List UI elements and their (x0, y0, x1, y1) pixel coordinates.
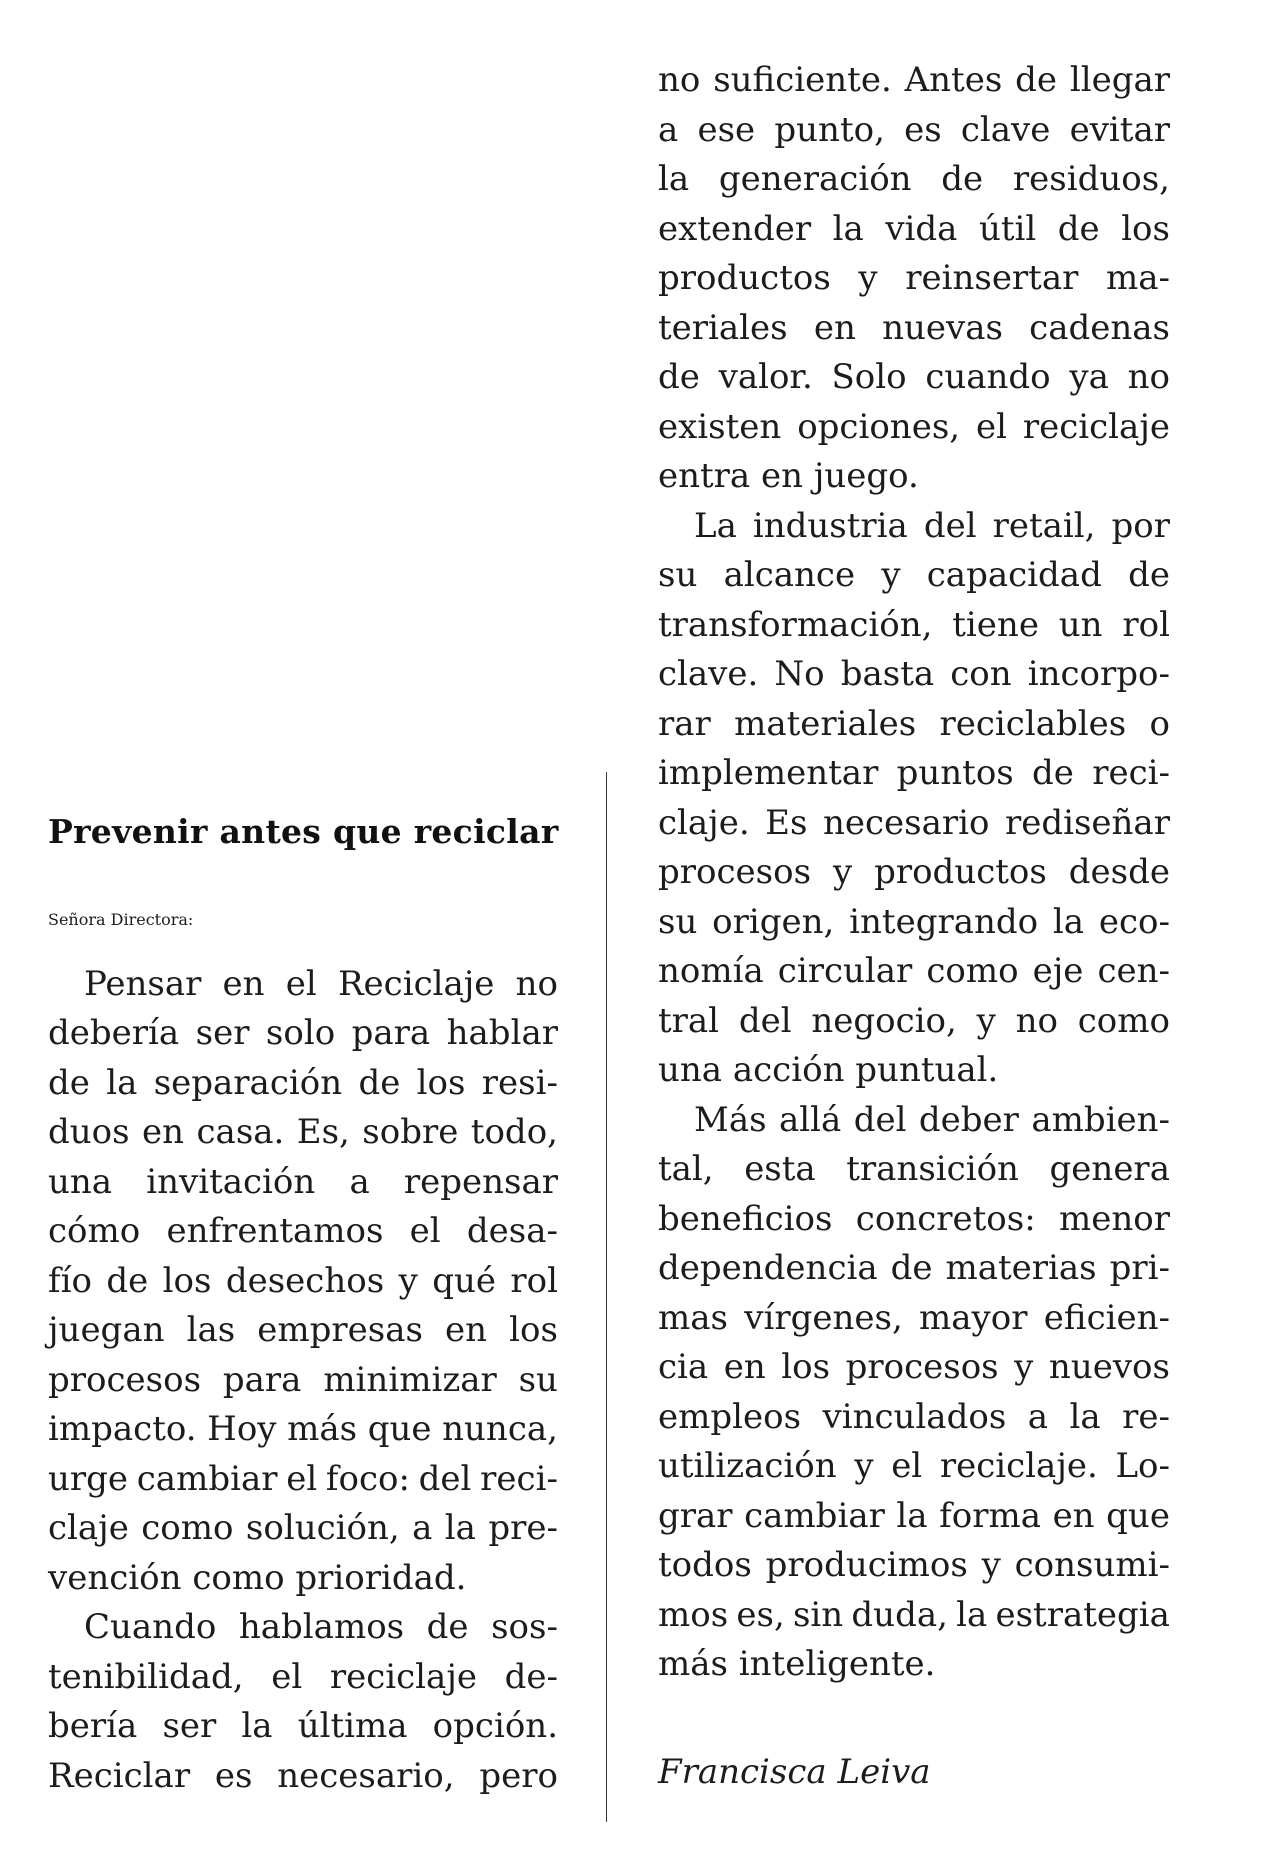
word: procesos (658, 852, 812, 892)
word: y (1014, 1347, 1034, 1387)
right-column (658, 56, 1170, 1690)
word: sos- (491, 1607, 558, 1647)
text-line (658, 551, 1170, 601)
word: productos (658, 258, 831, 298)
word: las (186, 1310, 236, 1350)
word: resi- (481, 1062, 558, 1103)
word: retail, (992, 505, 1096, 546)
word: empleos (658, 1396, 802, 1437)
word: valor. (718, 357, 813, 397)
word: de (106, 1260, 149, 1301)
word: industria (752, 505, 908, 546)
word: transición (846, 1149, 1019, 1189)
text-line (658, 799, 1170, 849)
word: tenibilidad, (48, 1656, 244, 1697)
word: producimos (765, 1545, 968, 1585)
word: necesario, (277, 1755, 455, 1796)
signature: Francisca Leiva (658, 1752, 931, 1792)
word: su (658, 901, 698, 942)
word: de (1128, 555, 1170, 595)
word: beneficios (658, 1198, 833, 1239)
word: y (854, 1446, 874, 1486)
word: y (976, 1000, 996, 1041)
word: mayor (919, 1297, 1028, 1338)
word: esta (744, 1149, 816, 1189)
word: y (981, 1545, 1001, 1585)
text-line (658, 1195, 1170, 1245)
text-line: una acción puntual. (658, 1050, 999, 1090)
word: casa. (196, 1112, 285, 1152)
word: cómo (48, 1211, 141, 1251)
word: llegar (1069, 60, 1170, 100)
word: la (444, 1508, 476, 1548)
word: ma- (1105, 258, 1170, 298)
word: cadenas (1029, 307, 1170, 348)
word: forma (939, 1495, 1041, 1536)
word: Es (765, 802, 808, 843)
word: repensar (403, 1161, 558, 1202)
word: todo, (470, 1112, 558, 1152)
word: todos (658, 1545, 752, 1585)
word: como (141, 1508, 234, 1548)
word: evitar (1069, 109, 1170, 150)
word: utilización (658, 1446, 837, 1486)
text-line (658, 749, 1170, 799)
word: el (285, 963, 317, 1004)
text-line (658, 1145, 1170, 1195)
word: Reciclar (48, 1755, 191, 1796)
word: duda, (851, 1594, 948, 1635)
word: solución, (245, 1508, 400, 1548)
word: tiene (952, 604, 1039, 645)
word: Reciclaje (337, 963, 495, 1004)
word: origen, (712, 901, 835, 942)
word: foco: (325, 1458, 410, 1499)
word: materias (945, 1248, 1097, 1288)
word: en (1052, 1495, 1095, 1536)
word: a (658, 109, 679, 150)
word: hablamos (238, 1607, 405, 1647)
text-line (658, 997, 1170, 1047)
word: la (1069, 1396, 1101, 1437)
word: integrando (849, 901, 1039, 942)
word: más (287, 1409, 358, 1449)
word: el (409, 1211, 441, 1251)
word: claje. (658, 802, 750, 843)
text-line (658, 205, 1170, 255)
text-line (658, 254, 1170, 304)
text-line (48, 1257, 558, 1307)
text-line (658, 898, 1170, 948)
word: rar (658, 703, 711, 744)
word: tal, (658, 1149, 714, 1189)
word: es (904, 109, 942, 150)
text-line (48, 1306, 558, 1356)
word: implementar (658, 753, 879, 793)
text-line (658, 155, 1170, 205)
word: Antes (904, 60, 1003, 100)
text-line (658, 1591, 1170, 1641)
word: desa- (466, 1211, 558, 1251)
text-line (658, 700, 1170, 750)
word: ser (195, 1013, 250, 1053)
text-line (48, 1702, 558, 1752)
text-line (48, 1653, 558, 1703)
word: generación (718, 159, 912, 199)
word: basta (840, 654, 935, 694)
letter-headline: Prevenir antes que reciclar (48, 812, 559, 851)
text-line (658, 650, 1170, 700)
word: los (781, 1347, 831, 1387)
word: no (515, 963, 558, 1004)
text-line (658, 1096, 1170, 1146)
word: La (694, 505, 737, 546)
word: vida (885, 208, 958, 249)
word: punto, (774, 109, 885, 150)
word: reinsertar (905, 258, 1079, 298)
word: de (658, 357, 700, 397)
word: para (351, 1013, 431, 1053)
word: a (1027, 1396, 1049, 1437)
word: del (738, 1000, 792, 1041)
word: No (774, 654, 825, 694)
word: para (222, 1359, 302, 1400)
word: como (1077, 1000, 1170, 1041)
text-line (658, 601, 1170, 651)
word: un (1058, 604, 1103, 645)
word: necesario (822, 802, 990, 843)
word: vírgenes, (744, 1297, 903, 1338)
word: a (349, 1161, 370, 1202)
text-line (658, 56, 1170, 106)
text-line (48, 1009, 558, 1059)
word: reciclaje (329, 1656, 477, 1697)
word: Más (694, 1099, 767, 1140)
word: en (445, 1310, 488, 1350)
word: en (222, 963, 265, 1004)
word: negocio, (811, 1000, 957, 1041)
word: mos (658, 1594, 729, 1635)
word: debería (48, 1013, 180, 1053)
word: la (658, 159, 690, 199)
word: enfrentamos (166, 1211, 384, 1251)
word: cambiar (744, 1495, 885, 1536)
text-line (48, 1059, 558, 1109)
word: sobre (362, 1112, 459, 1152)
word: cen- (1097, 951, 1170, 991)
word: ambien- (1031, 1099, 1170, 1140)
text-line (48, 1405, 558, 1455)
word: de (358, 1062, 401, 1103)
word: existen (658, 406, 782, 447)
word: impacto. (48, 1409, 197, 1449)
word: separación (153, 1062, 343, 1103)
word: clave. (658, 654, 759, 694)
word: y (858, 258, 878, 298)
word: de (48, 1062, 90, 1103)
word: del (923, 505, 977, 546)
word: ya (1069, 357, 1109, 397)
word: alcance (723, 555, 856, 595)
word: el (286, 1458, 318, 1499)
word: no (658, 60, 701, 100)
word: estrategia (995, 1594, 1170, 1635)
word: capacidad (926, 555, 1102, 595)
word: la (241, 1706, 273, 1746)
word: duos (48, 1112, 130, 1152)
word: con (950, 654, 1012, 694)
word: reciclables (939, 703, 1127, 744)
word: es (214, 1755, 253, 1796)
word: re- (1122, 1396, 1170, 1437)
text-line (658, 353, 1170, 403)
word: cambiar (136, 1458, 278, 1499)
word: vinculados (822, 1396, 1007, 1437)
word: cia (658, 1347, 709, 1387)
word: una (48, 1161, 113, 1202)
text-line (658, 1442, 1170, 1492)
text-line (48, 1504, 558, 1554)
word: reci- (480, 1458, 558, 1499)
word: útil (978, 208, 1037, 249)
word: procesos (845, 1347, 999, 1387)
word: Cuando (84, 1607, 217, 1647)
word: residuos, (1012, 159, 1170, 199)
text-line (658, 403, 1170, 453)
word: de (426, 1607, 469, 1647)
text-line (48, 1455, 558, 1505)
text-line (48, 1752, 558, 1802)
word: transformación, (658, 604, 933, 645)
word: extender (658, 208, 812, 249)
word: Hoy (207, 1409, 277, 1449)
right-column-body (658, 56, 1170, 1690)
word: dependencia (658, 1248, 878, 1288)
word: hablar (446, 1013, 558, 1053)
word: del (418, 1458, 472, 1499)
column-divider (606, 772, 607, 1822)
word: solo (265, 1013, 336, 1053)
word: es, (736, 1594, 785, 1635)
word: juegan (48, 1310, 165, 1350)
word: empresas (257, 1310, 423, 1350)
word: por (1111, 505, 1170, 546)
word: incorpo- (1027, 654, 1170, 694)
text-line (658, 1294, 1170, 1344)
text-line (658, 947, 1170, 997)
word: menor (1059, 1198, 1170, 1239)
word: Es, (296, 1112, 350, 1152)
word: que (367, 1409, 432, 1449)
text-line (658, 1343, 1170, 1393)
word: que (1106, 1495, 1170, 1536)
text-line: vención como prioridad. (48, 1557, 467, 1598)
word: Pensar (84, 963, 202, 1004)
word: materiales (734, 703, 917, 744)
text-line (658, 848, 1170, 898)
text-line (658, 502, 1170, 552)
word: nuevas (882, 307, 1003, 348)
word: en (723, 1347, 766, 1387)
word: clave (960, 109, 1051, 150)
word: rol (1122, 604, 1170, 645)
word: de- (504, 1656, 558, 1697)
word: opciones, (797, 406, 961, 447)
word: la (832, 208, 864, 249)
word: o (1149, 703, 1170, 744)
word: rediseñar (1004, 802, 1170, 843)
word: fío (48, 1260, 92, 1301)
word: la (1052, 901, 1085, 942)
word: grar (658, 1495, 733, 1536)
word: el (975, 406, 1007, 447)
word: desde (1068, 852, 1170, 892)
text-line: entra en juego. (658, 456, 919, 496)
word: cuando (925, 357, 1051, 397)
word: pri- (1109, 1248, 1170, 1288)
word: ese (697, 109, 756, 150)
word: opción. (432, 1706, 558, 1746)
word: nunca, (442, 1409, 558, 1449)
word: ser (162, 1706, 217, 1746)
word: de (1015, 60, 1057, 100)
word: suficiente. (713, 60, 892, 100)
word: deber (918, 1099, 1019, 1140)
word: procesos (48, 1359, 202, 1400)
word: en (142, 1112, 185, 1152)
text-line: más inteligente. (658, 1644, 936, 1684)
text-line (48, 960, 558, 1010)
word: minimizar (323, 1359, 497, 1400)
word: teriales (658, 307, 788, 348)
word: sin (792, 1594, 844, 1635)
word: la (956, 1594, 988, 1635)
text-line (48, 1158, 558, 1208)
word: qué (432, 1260, 496, 1301)
word: nuevos (1048, 1347, 1170, 1387)
word: los (1121, 208, 1170, 249)
word: pre- (488, 1508, 558, 1548)
word: de (1057, 208, 1100, 249)
word: urge (48, 1458, 129, 1499)
word: nomía (658, 951, 764, 991)
word: consumi- (1014, 1545, 1170, 1585)
word: la (106, 1062, 138, 1103)
word: y (832, 852, 853, 892)
word: su (658, 555, 698, 595)
word: de (890, 1248, 933, 1288)
word: su (518, 1359, 558, 1400)
word: eficien- (1043, 1297, 1170, 1338)
word: circular (777, 951, 913, 991)
word: última (297, 1706, 408, 1746)
word: el (271, 1656, 303, 1697)
word: los (416, 1062, 466, 1103)
word: genera (1049, 1149, 1170, 1189)
word: eje (1032, 951, 1084, 991)
word: en (813, 307, 856, 348)
word: allá (778, 1099, 842, 1140)
text-line (658, 1393, 1170, 1443)
word: rol (510, 1260, 558, 1301)
word: Lo- (1115, 1446, 1170, 1486)
word: de (941, 159, 984, 199)
word: concretos: (855, 1198, 1036, 1239)
text-line (658, 106, 1170, 156)
word: desechos (225, 1260, 385, 1301)
text-line (48, 1207, 558, 1257)
text-line (658, 1492, 1170, 1542)
word: productos (874, 852, 1047, 892)
text-line (658, 1541, 1170, 1591)
salutation: Señora Directora: (48, 910, 194, 929)
word: invitación (146, 1161, 316, 1202)
word: bería (48, 1706, 138, 1746)
word: no (1127, 357, 1170, 397)
word: no (1015, 1000, 1058, 1041)
word: los (162, 1260, 212, 1301)
left-column (48, 910, 558, 1801)
word: del (853, 1099, 907, 1140)
text-line (658, 304, 1170, 354)
word: y (881, 555, 901, 595)
text-line (658, 1244, 1170, 1294)
word: la (896, 1495, 928, 1536)
word: a (412, 1508, 433, 1548)
word: puntos (896, 753, 1014, 793)
word: el (891, 1446, 923, 1486)
word: mas (658, 1297, 728, 1338)
word: eco- (1098, 901, 1170, 942)
text-line (48, 1603, 558, 1653)
word: reciclaje. (939, 1446, 1098, 1486)
word: tral (658, 1000, 720, 1041)
word: reci- (1092, 753, 1170, 793)
word: como (926, 951, 1019, 991)
left-column-body (48, 960, 558, 1802)
word: pero (479, 1755, 558, 1796)
word: reciclaje (1022, 406, 1170, 447)
word: claje (48, 1508, 129, 1548)
word: y (398, 1260, 418, 1301)
word: los (509, 1310, 558, 1350)
word: de (1032, 753, 1074, 793)
word: Solo (831, 357, 907, 397)
text-line (48, 1108, 558, 1158)
text-line (48, 1356, 558, 1406)
